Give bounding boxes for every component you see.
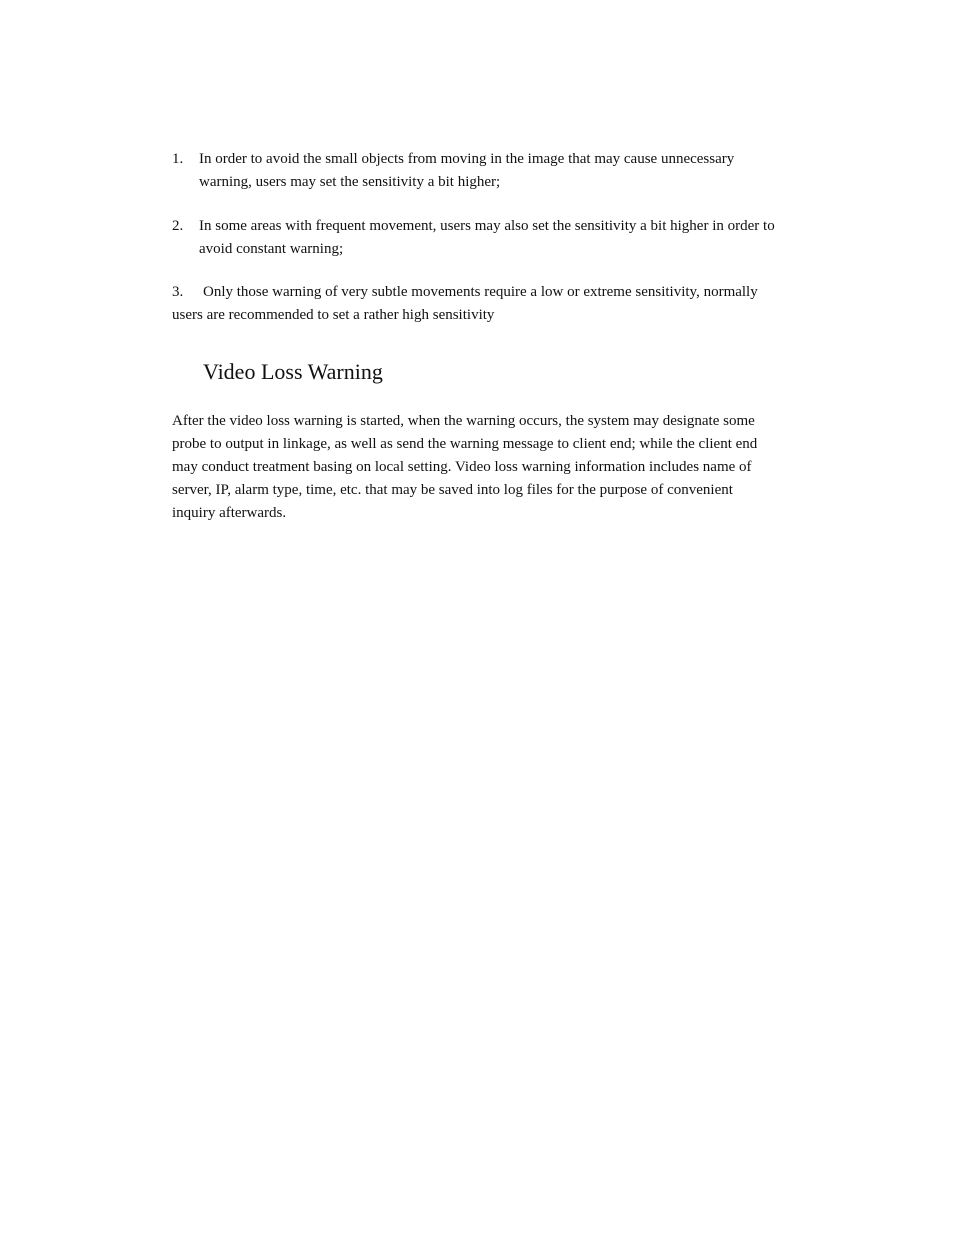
section-heading: Video Loss Warning [203,359,383,384]
list-item [172,281,778,327]
list-item [172,215,778,261]
numbered-list [172,148,778,327]
list-item-text: In some areas with frequent movement, users may also set the sensitivity a bit higher in order to avoid constant warning; [199,218,775,257]
list-item-number: 3. [172,284,184,300]
list-item [172,148,778,194]
document-page [172,148,778,525]
list-item-text: In order to avoid the small objects from moving in the image that may cause unnecessary warning, users may set the sensitivity a bit higher; [199,151,735,190]
list-item-number: 2. [172,218,184,234]
list-item-number: 1. [172,151,184,167]
section-paragraph: After the video loss warning is started, when the warning occurs, the system may designate some probe to output in linkage, as well as send the warning message to client end; while the client end may conduct treatment basing on local setting. Video loss warning information includes name of server, IP, alarm type, time, etc. that may be saved into log files for the purpose of convenient inquiry afterwards. [172,413,758,521]
list-item-text: Only those warning of very subtle movements require a low or extreme sensitivity, normally users are recommended to set a rather high sensitivity [172,284,758,323]
